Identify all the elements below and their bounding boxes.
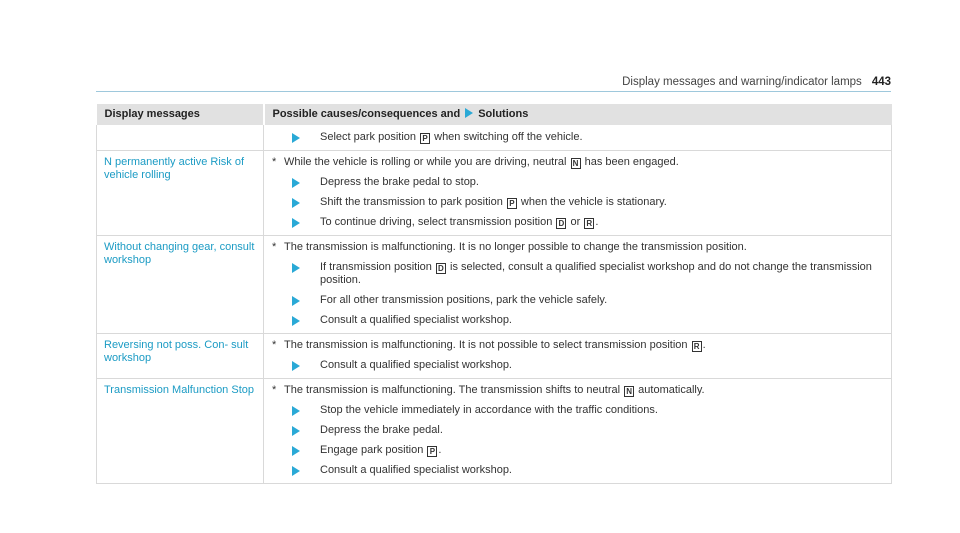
text-fragment: If transmission position — [320, 261, 435, 273]
gear-r-symbol: R — [584, 218, 594, 229]
arrow-right-icon — [292, 316, 300, 326]
gear-p-symbol: P — [507, 198, 517, 209]
text-fragment: The transmission is malfunctioning. The transmission shifts to neutral — [284, 384, 624, 396]
text-fragment: While the vehicle is rolling or while you are driving, neutral — [284, 156, 570, 168]
solution-step — [272, 314, 885, 327]
column-header-solutions — [264, 104, 892, 125]
display-message: N permanently active Risk of vehicle rolling — [97, 151, 264, 236]
cause-item — [272, 156, 885, 169]
solution-step — [272, 261, 885, 287]
table-row — [97, 151, 892, 236]
gear-n-symbol: N — [624, 386, 634, 397]
page-header-title: Display messages and warning/indicator lamps — [622, 76, 862, 88]
display-message — [97, 125, 264, 151]
gear-d-symbol: D — [436, 263, 446, 274]
text-fragment: when switching off the vehicle. — [431, 131, 583, 143]
table-row — [97, 125, 892, 151]
text-fragment: is selected, consult a qualified specialist workshop and do not change the transmission position. — [320, 261, 872, 286]
column-header-solutions-label: Solutions — [478, 108, 529, 120]
arrow-right-icon — [292, 198, 300, 208]
causes-and-solutions — [264, 379, 892, 484]
solution-step — [272, 404, 885, 417]
text-fragment: The transmission is malfunctioning. It is not possible to select transmission position — [284, 339, 691, 351]
display-messages-table — [96, 104, 892, 484]
solution-step — [272, 131, 885, 144]
table-header-row — [97, 104, 892, 125]
text-fragment: . — [702, 339, 706, 351]
arrow-right-icon — [292, 263, 300, 273]
column-header-display-messages: Display messages — [97, 104, 264, 125]
page-number: 443 — [871, 76, 891, 88]
gear-r-symbol: R — [692, 341, 702, 352]
asterisk-icon: * — [272, 241, 277, 253]
arrow-right-icon — [292, 296, 300, 306]
solution-step — [272, 464, 885, 477]
solution-step — [272, 176, 885, 189]
text-fragment: automatically. — [635, 384, 705, 396]
table-row — [97, 379, 892, 484]
text-fragment: Select park position — [320, 131, 420, 143]
asterisk-icon: * — [272, 339, 277, 351]
arrow-right-icon — [465, 108, 473, 118]
arrow-right-icon — [292, 178, 300, 188]
arrow-right-icon — [292, 361, 300, 371]
cause-item — [272, 339, 885, 352]
gear-n-symbol: N — [571, 158, 581, 169]
text-fragment: Stop the vehicle immediately in accordance with the traffic conditions. — [320, 404, 658, 416]
causes-and-solutions — [264, 151, 892, 236]
table-row — [97, 334, 892, 379]
cause-item — [272, 384, 885, 397]
cause-item — [272, 241, 885, 254]
solution-step — [272, 294, 885, 307]
arrow-right-icon — [292, 446, 300, 456]
asterisk-icon: * — [272, 156, 277, 168]
text-fragment: . — [595, 216, 599, 228]
arrow-right-icon — [292, 426, 300, 436]
asterisk-icon: * — [272, 384, 277, 396]
text-fragment: Consult a qualified specialist workshop. — [320, 314, 512, 326]
text-fragment: To continue driving, select transmission position — [320, 216, 556, 228]
display-message: Transmission Malfunction Stop — [97, 379, 264, 484]
gear-d-symbol: D — [556, 218, 566, 229]
gear-p-symbol: P — [427, 446, 437, 457]
arrow-right-icon — [292, 218, 300, 228]
text-fragment: The transmission is malfunctioning. It is no longer possible to change the transmission position. — [284, 241, 747, 253]
display-message: Reversing not poss. Con- sult workshop — [97, 334, 264, 379]
text-fragment: Depress the brake pedal. — [320, 424, 443, 436]
text-fragment: Depress the brake pedal to stop. — [320, 176, 479, 188]
solution-step — [272, 216, 885, 229]
text-fragment: has been engaged. — [581, 156, 679, 168]
arrow-right-icon — [292, 133, 300, 143]
causes-and-solutions — [264, 125, 892, 151]
text-fragment: For all other transmission positions, park the vehicle safely. — [320, 294, 608, 306]
solution-step — [272, 196, 885, 209]
text-fragment: Shift the transmission to park position — [320, 196, 506, 208]
text-fragment: . — [438, 444, 442, 456]
causes-and-solutions — [264, 334, 892, 379]
column-header-causes-label: Possible causes/consequences and — [272, 108, 461, 120]
page-header — [96, 70, 891, 92]
gear-p-symbol: P — [420, 133, 430, 144]
causes-and-solutions — [264, 236, 892, 334]
solution-step — [272, 444, 885, 457]
text-fragment: when the vehicle is stationary. — [517, 196, 667, 208]
text-fragment: Consult a qualified specialist workshop. — [320, 464, 512, 476]
text-fragment: Engage park position — [320, 444, 427, 456]
solution-step — [272, 359, 885, 372]
solution-step — [272, 424, 885, 437]
arrow-right-icon — [292, 406, 300, 416]
text-fragment: or — [567, 216, 584, 228]
table-row — [97, 236, 892, 334]
display-message: Without changing gear, consult workshop — [97, 236, 264, 334]
arrow-right-icon — [292, 466, 300, 476]
text-fragment: Consult a qualified specialist workshop. — [320, 359, 512, 371]
